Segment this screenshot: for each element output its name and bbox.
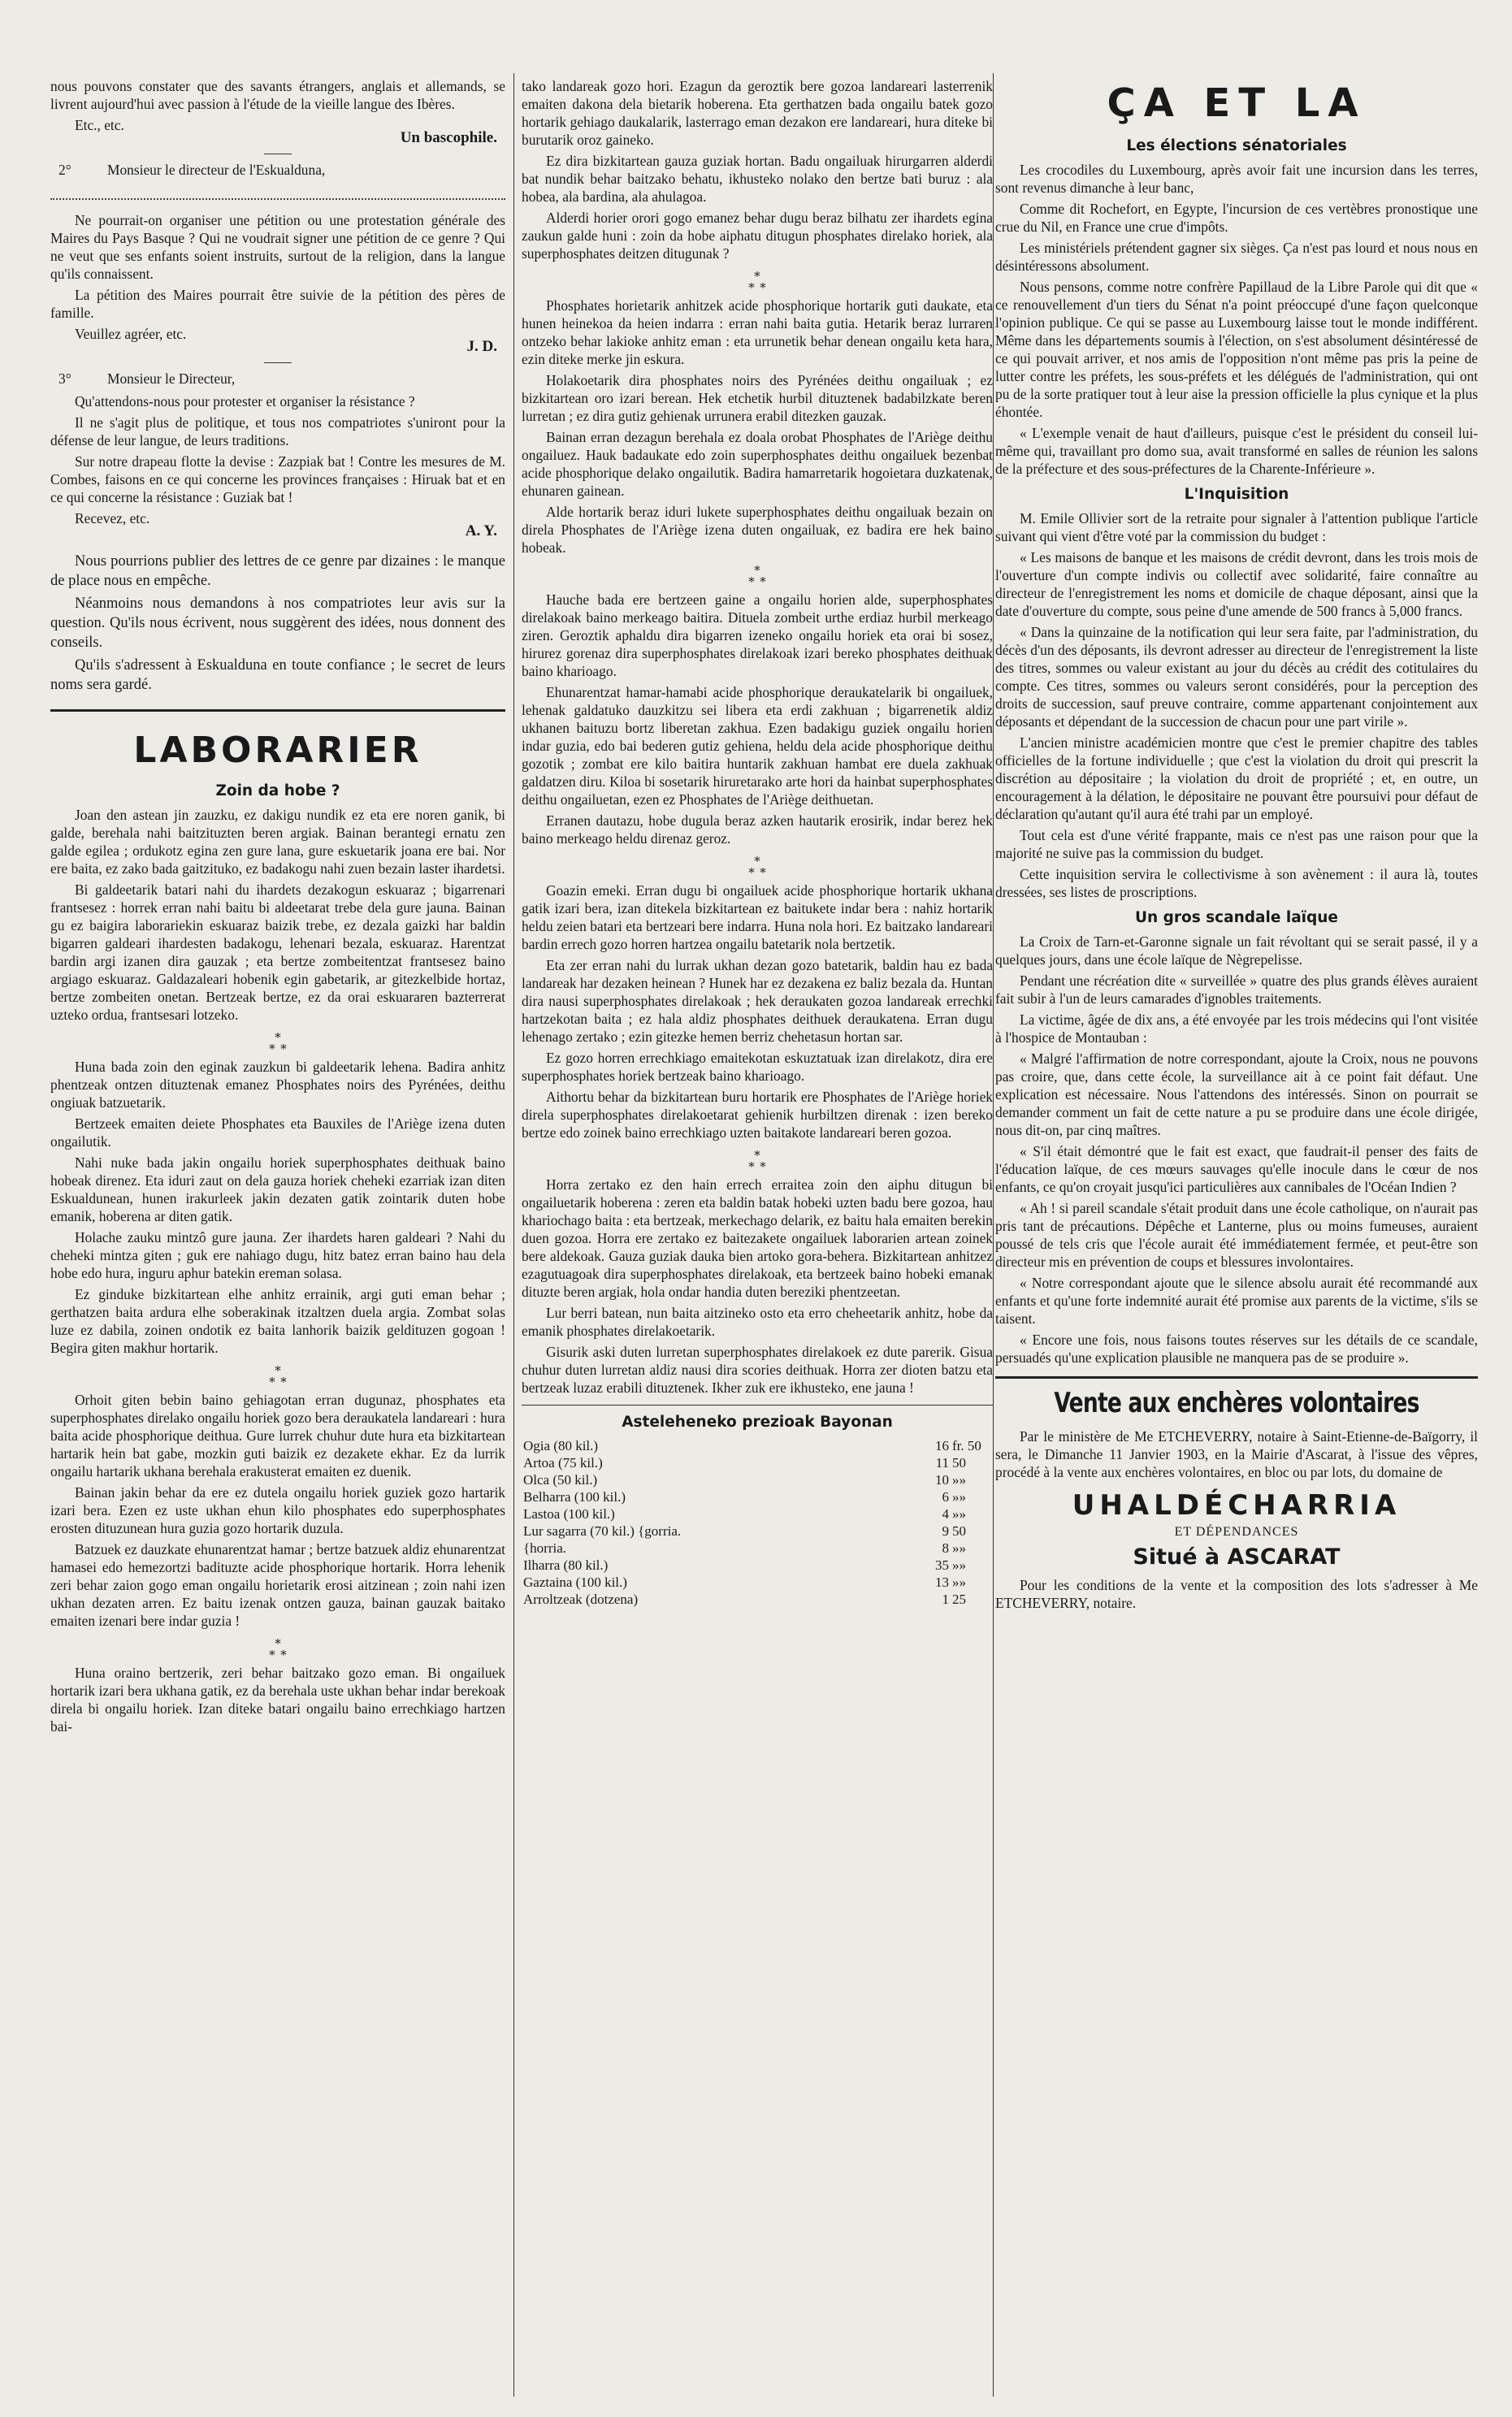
- price-row: [522, 1505, 993, 1523]
- article-paragraph: Bertzeek emaiten deiete Phosphates eta Bauxiles de l'Ariège izena duten ongailutik.: [50, 1115, 505, 1150]
- article-paragraph: Les crocodiles du Luxembourg, après avoir fait une incursion dans les terres, sont revenus dimanche à leur banc,: [995, 162, 1478, 196]
- asterism: ∗ ∗ ∗: [267, 1029, 288, 1054]
- asterism: ∗ ∗ ∗: [747, 562, 768, 587]
- editorial-paragraph: Nous pourrions publier des lettres de ce genre par dizaines : le manque de place nous en empêche.: [50, 553, 505, 589]
- letter-2-heading: [50, 161, 505, 179]
- article-paragraph: Bainan erran dezagun berehala ez doala orobat Phosphates de l'Ariège deithu ongailuez. Hauk badaukate edo zoin superphosphates deithu ongailuek bezenbat acide phosphorique delako ongailutik. Badira hamarretarik hogoietara duzkatenak, ehunaren gainean.: [522, 429, 993, 499]
- letter-number: 2°: [58, 162, 71, 178]
- letter-3-paragraph: Il ne s'agit plus de politique, et tous nos compatriotes s'uniront pour la défense de leur langue, de leurs traditions.: [50, 414, 505, 448]
- price-row: [522, 1523, 993, 1540]
- estate-dependances: ET DÉPENDANCES: [1174, 1525, 1299, 1539]
- price-row: [522, 1471, 993, 1488]
- price-amount: 6: [942, 1489, 949, 1505]
- article-paragraph: Erranen dautazu, hobe dugula beraz azken hautarik erosirik, indar berez hek baino merkeago heldu direnaz geroz.: [522, 812, 993, 847]
- auction-paragraph: Pour les conditions de la vente et la composition des lots s'adresser à Me ETCHEVERRY, notaire.: [995, 1577, 1478, 1611]
- article-paragraph: Ez ginduke bizkitartean elhe anhitz errainik, argi guti eman behar ; gerthatzen baita ardura elhe soberakinak itzaltzen duela argia. Zombat solas luze ez dabila, zoinen ondotik ez baita lanhorik baizik geldituzen gogoan ! Begira giten makhur hortarik.: [50, 1286, 505, 1356]
- letter-2-paragraph: Veuillez agréer, etc.: [75, 326, 187, 342]
- asterism: ∗ ∗ ∗: [267, 1635, 288, 1660]
- article-paragraph: La Croix de Tarn-et-Garonne signale un fait révoltant qui se serait passé, il y a quelques jours, dans une école laïque de Nègrepelisse.: [995, 933, 1478, 968]
- letter-2-paragraph: Ne pourrait-on organiser une pétition ou une protestation générale des Maires du Pays Basque ? Qui ne voudrait signer une pétition de ce genre ? Qui ne veut que ses enfants soient instruits, surtout de la religion, dans la langue qu'ils connaissent.: [50, 212, 505, 282]
- price-item: Lastoa (100 kil.): [523, 1506, 615, 1522]
- article-paragraph: « Notre correspondant ajoute que le silence absolu aurait été recommandé aux enfants et qu'une forte indemnité aurait été promise aux parents de la victime, s'ils se taisent.: [995, 1275, 1478, 1327]
- section-heading: L'Inquisition: [1184, 486, 1289, 503]
- article-paragraph: « Malgré l'affirmation de notre correspondant, ajoute la Croix, nous ne pouvons pas croire, que, dans cette école, la surveillance ait à ce point fait défaut. Une explication est nécessaire. Nous l'attendons des intéressés. Sinon on pourrait se demander comment un fait de cette nature a pu se produire dans une école dirigée, nous dit-on, par cinq maîtres.: [995, 1050, 1478, 1138]
- signature-jd: J. D.: [466, 338, 497, 355]
- article-paragraph: Comme dit Rochefort, en Egypte, l'incursion de ces vertèbres pronostique une crue du Nil, en France une crue d'impôts.: [995, 201, 1478, 235]
- price-fraction: 50: [952, 1455, 966, 1471]
- prices-title: Asteleheneko prezioak Bayonan: [622, 1414, 893, 1431]
- prices-table: [522, 1437, 993, 1608]
- column-2: [522, 77, 993, 2401]
- price-amount: 35: [935, 1557, 949, 1573]
- letter-3-paragraph: Qu'attendons-nous pour protester et organiser la résistance ?: [75, 393, 415, 409]
- price-amount: 9: [942, 1523, 949, 1539]
- estate-location: Situé à ASCARAT: [1133, 1544, 1341, 1570]
- asterism: ∗ ∗ ∗: [747, 1147, 768, 1172]
- signature-bascophile: Un bascophile.: [400, 129, 497, 146]
- article-paragraph: Batzuek ez dauzkate ehunarentzat hamar ; bertze batzuek aldiz ehunarentzat hamasei edo hemezortzi badituzte acide phosphorique hortarik. Horra lehenik zeri behar zaion gogo eman ongailu horietarik erosi aitzinean ; zoin nahi izen ukhan dezaten arren. Ez baitu izenak ontzen gauza, bainan gauzak baitako emaiten izenari bere indar guzia !: [50, 1541, 505, 1629]
- article-paragraph: Holakoetarik dira phosphates noirs des Pyrénées deithu ongailuak ; ez bizkitartean oro izari berean. Hek etchetik hurbil dituztenek badabilzkate beren lurretan ; ez dira gutiz gehienak urrunera erabil ditezken gauzak.: [522, 372, 993, 424]
- editorial-paragraph: Qu'ils s'adressent à Eskualduna en toute confiance ; le secret de leurs noms sera gardé.: [50, 657, 505, 693]
- article-paragraph: Aithortu behar da bizkitartean buru hortarik ere Phosphates de l'Ariège horiek direla superphosphates direlakoetarat gehienik hurbiltzen direnak : izen bereko bertze edo zoinek baino errechkiago uzten baitakote landareari beren gozoa.: [522, 1089, 993, 1141]
- price-row: [522, 1557, 993, 1574]
- price-row: [522, 1454, 993, 1471]
- article-paragraph: Ez gozo horren errechkiago emaitekotan eskuztatuak izan direlakotz, dira ere superphosphates horiek bertzeak baino kharioago.: [522, 1050, 993, 1084]
- price-item: {horria.: [523, 1540, 567, 1556]
- price-item: Lur sagarra (70 kil.) {gorria.: [523, 1523, 682, 1539]
- section-rule: [50, 709, 505, 712]
- asterism: ∗ ∗ ∗: [747, 268, 768, 292]
- article-paragraph: L'ancien ministre académicien montre que c'est le premier chapitre des tables officielles de la fortune individuelle ; que c'est la violation du droit qui prescrit la discrétion au dépositaire ; la violation du droit de propriété ; et, en outre, un encouragement à la délation, le dépositaire ne pouvant être poursuivi pour défaut de déclaration qu'autant qu'il aura été trahi par un employé.: [995, 734, 1478, 822]
- auction-title: Vente aux enchères volontaires: [1054, 1387, 1419, 1419]
- article-paragraph: Nahi nuke bada jakin ongailu horiek superphosphates deithuak baino hobeak direnez. Eta iduri zaut on dela gauza horiek cheheki ezarriak izan diten Eskualdunean, hunen irakurleek jakin dezaten gatik zointarik duten hobe emanik, hoberena ar diten gatik.: [50, 1154, 505, 1224]
- price-fraction: »»: [952, 1506, 966, 1522]
- letter-salutation: Monsieur le Directeur,: [107, 370, 236, 387]
- editorial-paragraph: Néanmoins nous demandons à nos compatriotes leur avis sur la question. Qu'ils nous écrivent, nous suggèrent des idées, nous donnent des conseils.: [50, 596, 505, 651]
- column-rule-1: [513, 73, 514, 2397]
- section-heading: Les élections sénatoriales: [1126, 137, 1347, 154]
- price-fraction: »»: [952, 1540, 966, 1556]
- article-paragraph: Hauche bada ere bertzeen gaine a ongailu horien alde, superphosphates direlakoak baino merkeago baitira. Dituela zombeit urthe erdiaz hurbil merkeago ziren. Geroztik aphaldu dira bigarren izeneko ongailu horiek eta orai bi sosez, hirurez gorenaz dira superphosphates direlakoak izari bereko phosphates deithuak baino kharioago.: [522, 591, 993, 679]
- article-paragraph: tako landareak gozo hori. Ezagun da geroztik bere gozoa landareari lasterrenik emaiten dakona dela bietarik hoberena. Eta gerthatzen bada ongailu batek gozo hortarik gehiago daukalarik, lasterrago eman dezakon ere landareari, hura diteke bi burutarik oroz gaineko.: [522, 78, 993, 148]
- article-paragraph: Alderdi horier orori gogo emanez behar dugu beraz bilhatu zer ihardets egina zaukun galde huni : zoin da hobe aiphatu ditugun phosphates direlako horiek, ala superphosphates deitzen ditugunak ?: [522, 210, 993, 262]
- article-paragraph: « Encore une fois, nous faisons toutes réserves sur les détails de ce scandale, persuadés qu'une explication plausible ne manquera pas de se produire ».: [995, 1332, 1478, 1366]
- price-amount: 16: [935, 1438, 949, 1453]
- price-amount: 10: [935, 1472, 949, 1488]
- price-item: Artoa (75 kil.): [523, 1455, 603, 1471]
- letter-3-paragraph: Recevez, etc.: [75, 510, 150, 526]
- letter-2-paragraph: La pétition des Maires pourrait être suivie de la pétition des pères de famille.: [50, 287, 505, 321]
- article-paragraph: Les ministériels prétendent gagner six sièges. Ça n'est pas lourd et nous nous en désintéressons absolument.: [995, 240, 1478, 274]
- price-amount: 4: [942, 1506, 949, 1522]
- article-paragraph: Nous pensons, comme notre confrère Papillaud de la Libre Parole qui dit que « ce renouvellement d'un tiers du Sénat n'a point préoccupé d'une façon quelconque l'opinion publique. Ce qui se passe au Luxembourg laisse tout le monde indifférent. Même dans les départements soumis à l'élection, on s'est absolument désintéressé de ce qui pouvait arriver, et nos amis de l'opposition n'ont même pas pris la peine de lutter contre les préfets, les sous-préfets et les délégués de l'administration, qui ont pu de la sorte pratiquer tout à leur aise la pression officielle la plus cynique et la plus éhontée.: [995, 279, 1478, 420]
- section-title-laborarier: LABORARIER: [133, 730, 422, 771]
- article-paragraph: Pendant une récréation dite « surveillée » quatre des plus grands élèves auraient fait subir à l'un de leurs camarades d'ignobles traitements.: [995, 972, 1478, 1007]
- asterism: ∗ ∗ ∗: [267, 1362, 288, 1387]
- article-paragraph: Alde hortarik beraz iduri lukete superphosphates deithu ongailuak bezain on direla Phosphates de l'Ariège izena duten ongailuak, ez badira ere hek baino hobeak.: [522, 504, 993, 556]
- article-paragraph: Ehunarentzat hamar-hamabi acide phosphorique deraukatelarik bi ongailuek, lehenak galdatuko dauzkitzu sei libera eta erdi zakhuan ; bigarrenetik aldiz ukhanen baituzu bortz liberetan zakhua. Ezen badakigu guziek ongailu horien indar guzia, edo bai bederen gutiz gehiena, heldu dela acide phosphorique deithu gozotik ; zombat ere kilo baitira huntarik zakhuan hambat ere duela zakhuak galdatzen diru. Kiloa bi sosetarik hiruretarako arte hori da hainbat superphosphates deithu ongailuetan, ezen ez Phosphates de l'Ariège deithuetan.: [522, 684, 993, 808]
- article-paragraph: Huna oraino bertzerik, zeri behar baitzako gozo eman. Bi ongailuek hortarik izari bera ukhana gatik, ez da berehala uste ukhan behar indar berekoak direla bi ongailu horiek. Izan diteke batari ongailu baino errechkiago hartzen bai-: [50, 1665, 505, 1735]
- price-row: [522, 1437, 993, 1454]
- price-amount: 11: [935, 1455, 949, 1471]
- article-paragraph: M. Emile Ollivier sort de la retraite pour signaler à l'attention publique l'article suivant qui vient d'être voté par la commission du budget :: [995, 510, 1478, 544]
- price-item: Ilharra (80 kil.): [523, 1557, 609, 1573]
- column-rule-2: [993, 73, 994, 2397]
- price-row: [522, 1591, 993, 1608]
- price-item: Ogia (80 kil.): [523, 1438, 599, 1453]
- article-paragraph: La victime, âgée de dix ans, a été envoyée par les trois médecins qui l'ont visitée à l'hospice de Montauban :: [995, 1011, 1478, 1046]
- article-paragraph: Joan den astean jin zauzku, ez dakigu nundik ez eta ere noren ganik, bi galde, berehala nahi baitzituzten beren argiak. Bainan berantegi ernatu zen galde egilea ; ordukotz egina zen gure lana, gure eskuetarik joana ere bai. Nor ere baita, ez zako bada gaitzituko, ez badakogu nahi zuen bezain laster ihardetsi.: [50, 807, 505, 877]
- price-fraction: »»: [952, 1557, 966, 1573]
- article-paragraph: Eta zer erran nahi du lurrak ukhan dezan gozo batetarik, baldin hau ez bada landareak har dezaken heinean ? Hunek har ez dezakena ez baliz bezala da. Huntan dira nausi superphosphates direlakoak ; hek deraukaten gozoa landareak errechki hartzekotan baita ; ez hala aldiz phosphates deithuek deraukatena. Erran dugu lehenago zertako ; ezin gitezke hemen berriz chehetasun hortan sar.: [522, 957, 993, 1045]
- article-paragraph: « S'il était démontré que le fait est exact, que faudrait-il penser des faits de l'éducation laïque, de ces mœurs sauvages qu'elle inocule dans le cœur de nos enfants, ce qu'on croyait jusqu'ici particulières aux cannibales de l'Océan Indien ?: [995, 1143, 1478, 1195]
- letter-3-heading: [50, 370, 505, 388]
- article-paragraph: Horra zertako ez den hain errech erraitea zoin den aiphu ditugun bi ongailuetarik hoberena : zeren eta baldin batak hobeki uzten badu bere gozoa, hau khariochago baita : eta bertzeak, merkechago delarik, ez baitu hala emaiten berekin duen gozoa. Horra ere zertako ez baitezakete ongailuek laborarien artean zoinek bere aldekoak. Gauza guziak dauka bien artoko gora-behera. Bizkitartean anhitzez ezagutuagoak dira superphosphates direlakoak, eta bertzeek baino hobeki emanak dituzte beren argiak, hola ondar handia duten bereziki phentzeetan.: [522, 1176, 993, 1300]
- asterism: ∗ ∗ ∗: [747, 853, 768, 877]
- price-row: [522, 1488, 993, 1505]
- price-fraction: »»: [952, 1575, 966, 1590]
- article-paragraph: « Les maisons de banque et les maisons de crédit devront, dans les trois mois de l'ouverture d'un compte indivis ou collectif avec solidarité, faire connaître au directeur de l'enregistrement les noms et domicile de chaque déposant, ainsi que la date d'ouverture du compte, sous peine d'une amende de 500 francs à 5,000 francs.: [995, 549, 1478, 619]
- letter-continuation: nous pouvons constater que des savants étrangers, anglais et allemands, se livrent aujourd'hui avec passion à l'étude de la vieille langue des Ibères.: [50, 78, 505, 112]
- article-paragraph: Phosphates horietarik anhitzek acide phosphorique hortarik guti daukate, eta hunen heinekoa da heien indarra : erran nahi baita gutia. Hetarik beraz lurraren ontzeko behar lakioke anhitz eman : eta urrunetik behar denean ongailu keta hara, ezin diteke merke jin eskura.: [522, 297, 993, 367]
- letter-number: 3°: [58, 370, 71, 387]
- column-3: [995, 77, 1478, 2401]
- article-paragraph: « Dans la quinzaine de la notification qui leur sera faite, par l'administration, du décès d'un des déposants, ils devront adresser au directeur de l'enregistrement la liste des titres, sommes ou valeur existant au jour du décès au crédit des cotitulaires du compte. Ces titres, sommes ou valeurs seront considérés, pour la perception des droits de succession, sauf preuve contraire, comme appartenant conjointement aux déposants et dépendant de la succession de chacun pour une part virile ».: [995, 624, 1478, 730]
- estate-name: UHALDÉCHARRIA: [1072, 1489, 1402, 1522]
- price-item: Gaztaina (100 kil.): [523, 1575, 627, 1590]
- article-paragraph: Goazin emeki. Erran dugu bi ongailuek acide phosphorique hortarik ukhana gatik izari bera, izan ditekela bizkitartean ez baitukete indar bera : nahiz hortarik heldu zeien batari eta bertzeari bere indarra. Huna nola hori. Ez baitzako landareari bardin errech gozo horren hartzea ongailu batetarik nola bertzetik.: [522, 882, 993, 952]
- article-paragraph: Gisurik aski duten lurretan superphosphates direlakoek ez dute parerik. Gisua chuhur duten lurretan aldiz nausi dira scories deithuak. Horra zer dioten batzu eta bertzeak luzaz erabili dituztenek. Ikher zuk ere ikhusteko, ene jauna !: [522, 1344, 993, 1396]
- signature-ay: A. Y.: [465, 522, 497, 539]
- price-amount: 13: [935, 1575, 949, 1590]
- price-item: Olca (50 kil.): [523, 1472, 598, 1488]
- article-paragraph: « L'exemple venait de haut d'ailleurs, puisque c'est le président du conseil lui-même qui, travaillant pro domo sua, avait transformé en salles de réunion les salons de la préfecture et des sous-préfectures de la Charente-Inférieure ».: [995, 425, 1478, 477]
- price-fraction: »»: [952, 1472, 966, 1488]
- article-paragraph: Orhoit giten bebin baino gehiagotan erran dugunaz, phosphates eta superphosphates direlako ongailu horiek gozo bera deraukatela landareari : hura baita acide phosphorique deithua. Gure lurrek chuhur dute hura eta bizkitartean hartarik hein bat gabe, mozkin guti baizik ez dezakete ekhar. Ez da lurrik ongailu hartarik ukhana berehala erakusterat emaiten ez duenik.: [50, 1392, 505, 1479]
- price-amount: 8: [942, 1540, 949, 1556]
- price-fraction: 50: [952, 1523, 966, 1539]
- letter-etc: Etc., etc.: [75, 117, 124, 133]
- article-paragraph: Lur berri batean, nun baita aitzineko osto eta erro cheheetarik anhitz, hobe da emanik phosphates direlakoetarik.: [522, 1305, 993, 1339]
- divider: [264, 362, 292, 363]
- article-paragraph: Bainan jakin behar da ere ez dutela ongailu horiek guziek gozo hartarik izari bera. Ezen ez uste ukhan ehun kilo phosphates edo superphosphates erosten dituzunean hura guzia gozo hortarik duzula.: [50, 1484, 505, 1536]
- letter-salutation: Monsieur le directeur de l'Eskualduna,: [107, 162, 326, 178]
- price-row: [522, 1574, 993, 1591]
- price-fraction: fr. 50: [952, 1438, 981, 1453]
- dotted-separator: [50, 195, 505, 200]
- article-paragraph: « Ah ! si pareil scandale s'était produit dans une école catholique, on n'aurait pas pris tant de précautions. Dépêche et Lanterne, plus ou moins fumeuses, auraient poussé de tels cris que l'école aurait été immédiatement fermée, et peut-être son directeur mis en prévention de coups et blessures involontaires.: [995, 1200, 1478, 1270]
- price-row: [522, 1540, 993, 1557]
- divider: [522, 1405, 993, 1406]
- auction-paragraph: Par le ministère de Me ETCHEVERRY, notaire à Saint-Etienne-de-Baïgorry, il sera, le Dimanche 11 Janvier 1903, en la Mairie d'Ascarat, à l'issue des vêpres, procédé à la vente aux enchères volontaires, en bloc ou par lots, du domaine de: [995, 1428, 1478, 1480]
- article-paragraph: Tout cela est d'une vérité frappante, mais ce n'est pas une raison pour que la majorité ne suive pas la commission du budget.: [995, 827, 1478, 861]
- price-fraction: »»: [952, 1489, 966, 1505]
- article-paragraph: Holache zauku mintzô gure jauna. Zer ihardets haren galdeari ? Nahi du cheheki mintza giten ; guk ere nahiago dugu, hitz batez erran baino hau dela hobe edo hura, inguru aphur batekin ereman solasa.: [50, 1229, 505, 1281]
- price-amount: 1: [942, 1592, 949, 1607]
- column-1: [50, 77, 505, 2401]
- article-title: Zoin da hobe ?: [215, 782, 340, 799]
- price-fraction: 25: [952, 1592, 966, 1607]
- letter-3-paragraph: Sur notre drapeau flotte la devise : Zazpiak bat ! Contre les mesures de M. Combes, faisons en ce qui concerne les provinces françaises : Hiruak bat et en ce qui concerne la résistance : Guziak bat !: [50, 453, 505, 505]
- article-paragraph: Bi galdeetarik batari nahi du ihardets dezakogun eskuaraz ; bigarrenari frantsesez : horrek erran nahi baitu bi aldeetarat trebe dela gure jauna. Bainan gu ez baigira laborariekin eskuaraz baizik trebe, ez dezala gaizki har baldin bigarren galdeari ihardesten badakogu, lehenari bezala, eskuaraz. Harentzat bardin argi izanen dira gauzak ; eta bertze zombeitentzat frantsesez baino argiago eskuaraz. Galdazaleari hobenik egin gabetarik, ar gitezkelbide hortaz, bertze zombeiten onetan. Bertzeak bertze, ez da orai eskuararen bazterrerat uzteko ordua, frantsesari lotzeko.: [50, 881, 505, 1023]
- price-item: Arroltzeak (dotzena): [523, 1592, 639, 1607]
- price-item: Belharra (100 kil.): [523, 1489, 626, 1505]
- article-paragraph: Cette inquisition servira le collectivisme à son avènement : il aura là, toutes dressées, ses listes de proscriptions.: [995, 866, 1478, 900]
- masthead-ca-et-la: ÇA ET LA: [1107, 80, 1367, 126]
- article-paragraph: Huna bada zoin den eginak zauzkun bi galdeetarik lehena. Badira anhitz phentzeak ontzen dituztenak emanez Phosphates noirs des Pyrénées, deithu ongiuak batzuetarik.: [50, 1059, 505, 1111]
- section-heading: Un gros scandale laïque: [1135, 909, 1338, 926]
- section-rule: [995, 1376, 1478, 1379]
- article-paragraph: Ez dira bizkitartean gauza guziak hortan. Badu ongailuak hirurgarren alderdi bat nundik behar baitzako behatu, ikhusteko nolako den bertze bati buruz : ala hobea, ala bardina, ala ahulagoa.: [522, 153, 993, 205]
